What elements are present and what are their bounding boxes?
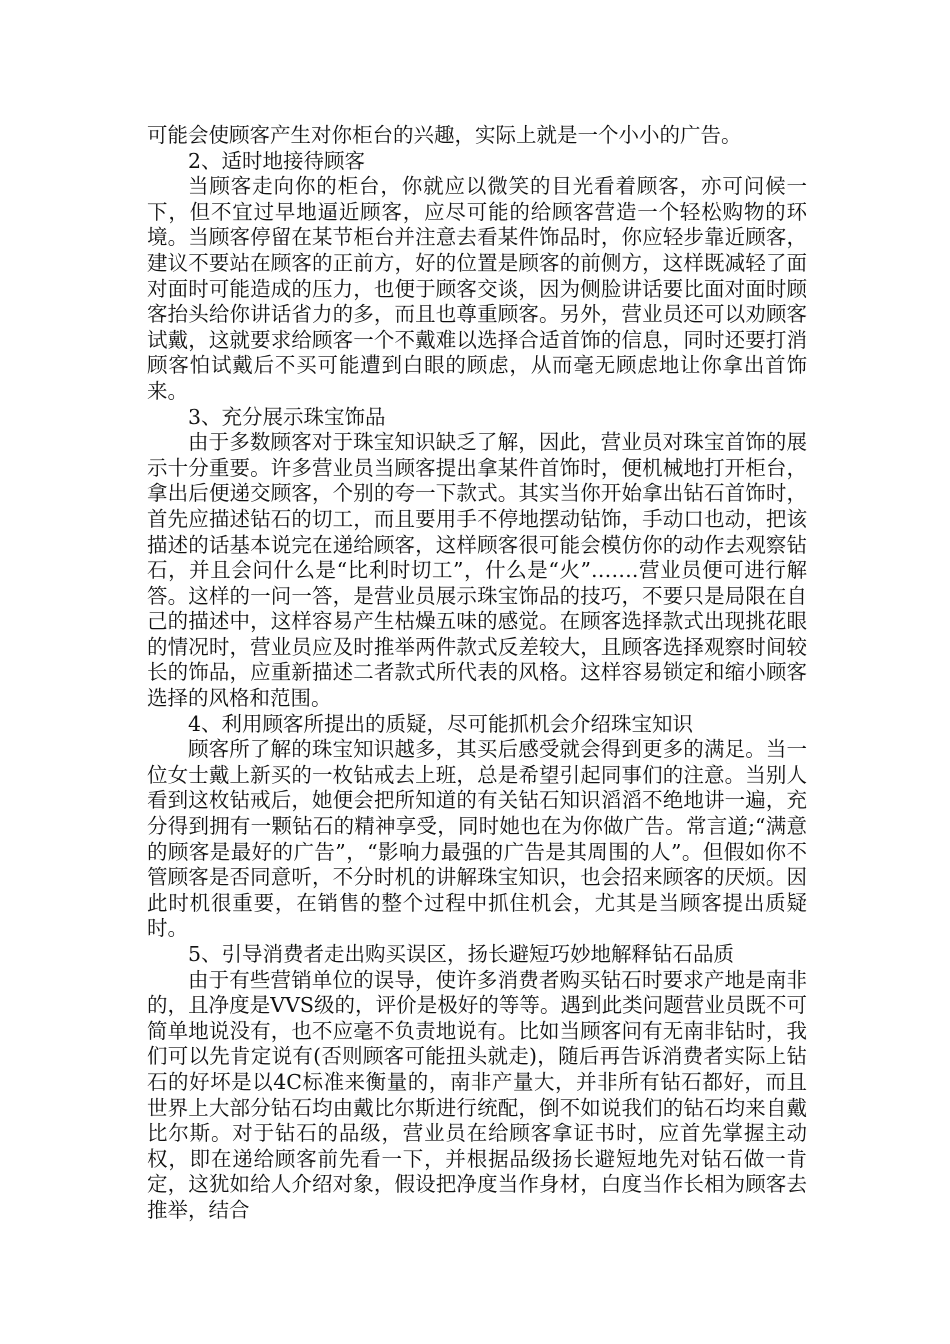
- section-heading-2: 2、适时地接待顾客: [188, 148, 366, 173]
- section-heading-5: 5、引导消费者走出购买误区，扬长避短巧妙地解释钻石品质: [188, 942, 735, 966]
- paragraph-continuation: 可能会使顾客产生对你柜台的兴趣，实际上就是一个小小的广告。: [147, 123, 742, 147]
- paragraph-customer-questions: 顾客所了解的珠宝知识越多，其买后感受就会得到更多的满足。当一位女士戴上新买的一枚钻戒去上班，总是希望引起同事们的注意。当别人看到这枚钻戒后，她便会把所知道的有关钻石知识滔滔不绝地讲一遍，充分得到拥有一颗钻石的精神享受，同时她也在为你做广告。常言道;“满意的顾客是最好的广告”，“影响力最强的广告是其周围的人”。但假如你不管顾客是否同意听，不分时机的讲解珠宝知识，也会招来顾客的厌烦。因此时机很重要，在销售的整个过程中抓住机会，尤其是当顾客提出质疑时。: [147, 737, 807, 941]
- section-heading-4: 4、利用顾客所提出的质疑，尽可能抓机会介绍珠宝知识: [188, 711, 694, 736]
- paragraph-guide-consumers: 由于有些营销单位的误导，使许多消费者购买钻石时要求产地是南非的，且净度是VVS级的，评价是极好的等等。遇到此类问题营业员既不可简单地说没有，也不应毫不负责地说有。比如当顾客问有无南非钻时，我们可以先肯定说有(否则顾客可能扭头就走)，随后再告诉消费者实际上钻石的好坏是以4C标准来衡量的，南非产量大，并非所有钻石都好，而且世界上大部分钻石均由戴比尔斯进行统配，倒不如说我们的钻石均来自戴比尔斯。对于钻石的品级，营业员在给顾客拿证书时，应首先掌握主动权，即在递给顾客前先看一下，并根据品级扬长避短地先对钻石做一肯定，这犹如给人介绍对象，假设把净度当作身材，白度当作长相为顾客去推举，结合: [147, 967, 807, 1222]
- paragraph-display-jewelry: 由于多数顾客对于珠宝知识缺乏了解，因此，营业员对珠宝首饰的展示十分重要。许多营业员当顾客提出拿某件首饰时，便机械地打开柜台，拿出后便递交顾客，个别的夸一下款式。其实当你开始拿出钻石首饰时，首先应描述钻石的切工，而且要用手不停地摆动钻饰，手动口也动，把该描述的话基本说完在递给顾客，这样顾客很可能会模仿你的动作去观察钻石，并且会问什么是“比利时切工”，什么是“火”…….营业员便可进行解答。这样的一问一答，是营业员展示珠宝饰品的技巧，不要只是局限在自己的描述中，这样容易产生枯燥五味的感觉。在顾客选择款式出现挑花眼的情况时，营业员应及时推举两件款式反差较大，且顾客选择观察时间较长的饰品，应重新描述二者款式所代表的风格。这样容易锁定和缩小顾客选择的风格和范围。: [147, 430, 807, 711]
- paragraph-receive-customer: 当顾客走向你的柜台，你就应以微笑的目光看着顾客，亦可问候一下，但不宜过早地逼近顾客，应尽可能的给顾客营造一个轻松购物的环境。当顾客停留在某节柜台并注意去看某件饰品时，你应轻步靠近顾客，建议不要站在顾客的正前方，好的位置是顾客的前侧方，这样既减轻了面对面时可能造成的压力，也便于顾客交谈，因为侧脸讲话要比面对面时顾客抬头给你讲话省力的多，而且也尊重顾客。另外，营业员还可以劝顾客试戴，这就要求给顾客一个不戴难以选择合适首饰的信息，同时还要打消顾客怕试戴后不买可能遭到白眼的顾虑，从而毫无顾虑地让你拿出首饰来。: [147, 174, 807, 403]
- document-body: [147, 123, 807, 1224]
- section-heading-3: 3、充分展示珠宝饰品: [188, 404, 386, 429]
